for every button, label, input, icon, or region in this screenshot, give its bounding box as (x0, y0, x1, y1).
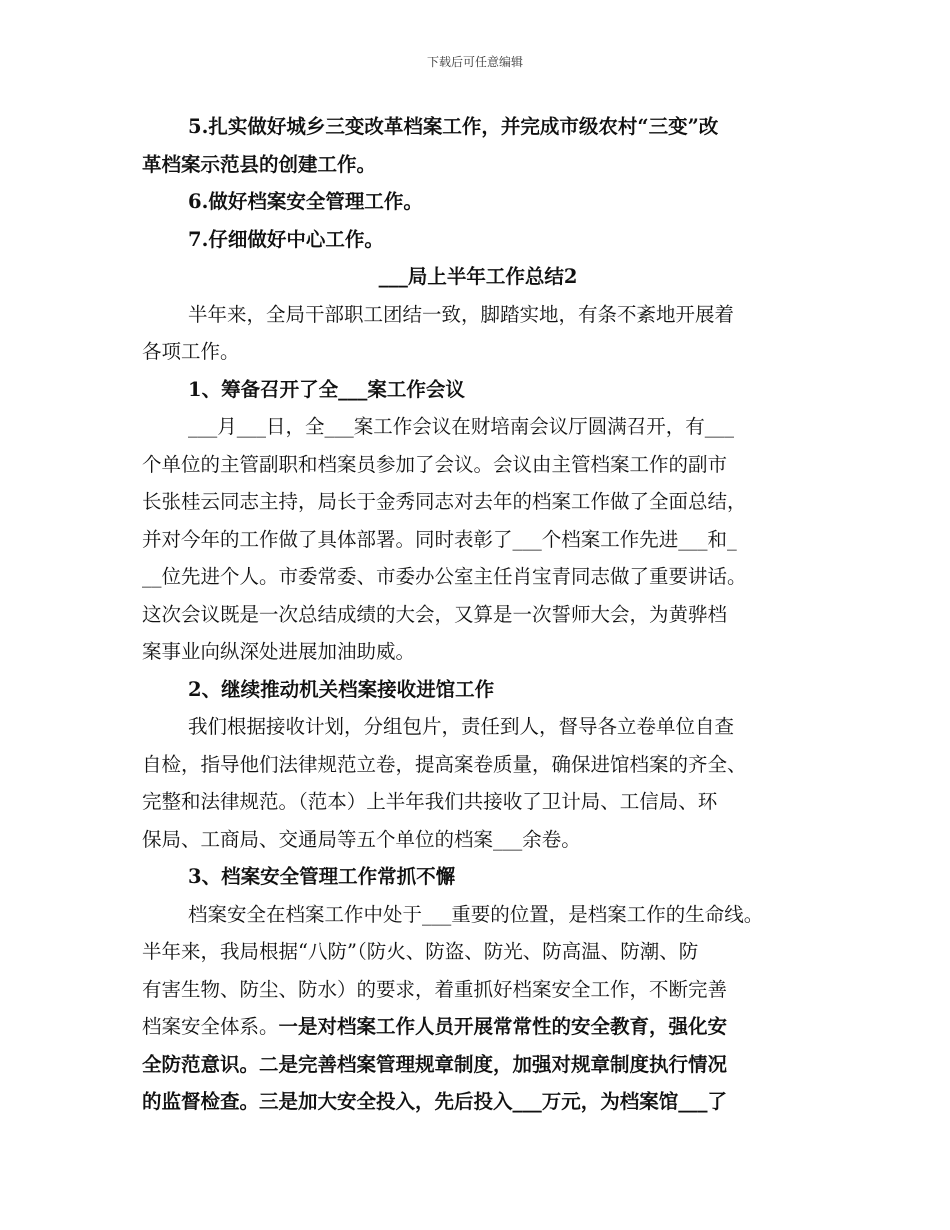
text-line: 案事业向纵深处进展加油助威。 (142, 640, 416, 663)
text-line: 并对今年的工作做了具体部署。同时表彰了___个档案工作先进___和_ (142, 527, 737, 551)
text-line: 档案安全在档案工作中处于___重要的位置，是档案工作的生命线。 (188, 902, 764, 926)
paragraph (142, 671, 814, 709)
text-line: 半年来，全局干部职工团结一致，脚踏实地，有条不紊地开展着 (188, 302, 735, 326)
text-line: 3、档案安全管理工作常抓不懈 (188, 865, 456, 888)
text-line: 我们根据接收计划，分组包片，责任到人，督导各立卷单位自查 (188, 715, 735, 738)
text-line: 1、筹备召开了全___案工作会议 (188, 377, 465, 401)
text-segment: 一是对档案工作人员开展常常性的安全教育，强化安 (278, 1015, 728, 1038)
text-line: 全防范意识。二是完善档案管理规章制度，加强对规章制度执行情况 (142, 1052, 728, 1076)
text-line: 有害生物、防尘、防水）的要求，着重抓好档案安全工作，不断完善 (142, 977, 728, 1001)
paragraph (142, 896, 814, 1009)
text-line: __位先进个人。市委常委、市委办公室主任肖宝青同志做了重要讲话。 (142, 565, 747, 588)
text-line: 长张桂云同志主持，局长于金秀同志对去年的档案工作做了全面总结， (142, 490, 747, 513)
text-line: 各项工作。 (142, 340, 240, 363)
text-line: ___局上半年工作总结2 (378, 265, 578, 288)
document-body (142, 108, 814, 1121)
text-line: 完整和法律规范。（范本）上半年我们共接收了卫计局、工信局、环 (142, 790, 718, 813)
text-line: 革档案示范县的创建工作。 (142, 152, 377, 176)
page-header-note: 下载后可任意编辑 (426, 55, 523, 69)
text-line: 这次会议既是一次总结成绩的大会，又算是一次誓师大会，为黄骅档 (142, 602, 728, 626)
paragraph (142, 183, 814, 221)
paragraph (142, 108, 814, 183)
text-line: ___月___日，全___案工作会议在财培南会议厅圆满召开，有___ (188, 415, 735, 438)
text-line (142, 1008, 814, 1046)
text-line: 自检，指导他们法律规范立卷，提高案卷质量，确保进馆档案的齐全、 (142, 752, 747, 776)
text-line: 2、继续推动机关档案接收进馆工作 (188, 677, 495, 701)
text-line: 7.仔细做好中心工作。 (188, 227, 384, 251)
paragraph (142, 708, 814, 858)
paragraph (142, 1046, 814, 1121)
text-line: 保局、工商局、交通局等五个单位的档案___余卷。 (142, 827, 581, 851)
text-line: 半年来，我局根据“八防”（防火、防盗、防光、防高温、防潮、防 (142, 940, 699, 963)
text-line: 6.做好档案安全管理工作。 (188, 190, 423, 213)
paragraph (142, 221, 814, 259)
paragraph (142, 258, 814, 296)
paragraph (142, 408, 814, 671)
text-line: 的监督检查。三是加大安全投入，先后投入___万元，为档案馆___了 (142, 1090, 728, 1113)
text-line: 5.扎实做好城乡三变改革档案工作，并完成市级农村“三变”改 (188, 115, 719, 138)
paragraph (142, 371, 814, 409)
text-segment: 档案安全体系。 (142, 1015, 279, 1038)
text-line: 个单位的主管副职和档案员参加了会议。会议由主管档案工作的副市 (142, 452, 728, 476)
paragraph (142, 296, 814, 371)
paragraph (142, 1008, 814, 1046)
paragraph (142, 858, 814, 896)
